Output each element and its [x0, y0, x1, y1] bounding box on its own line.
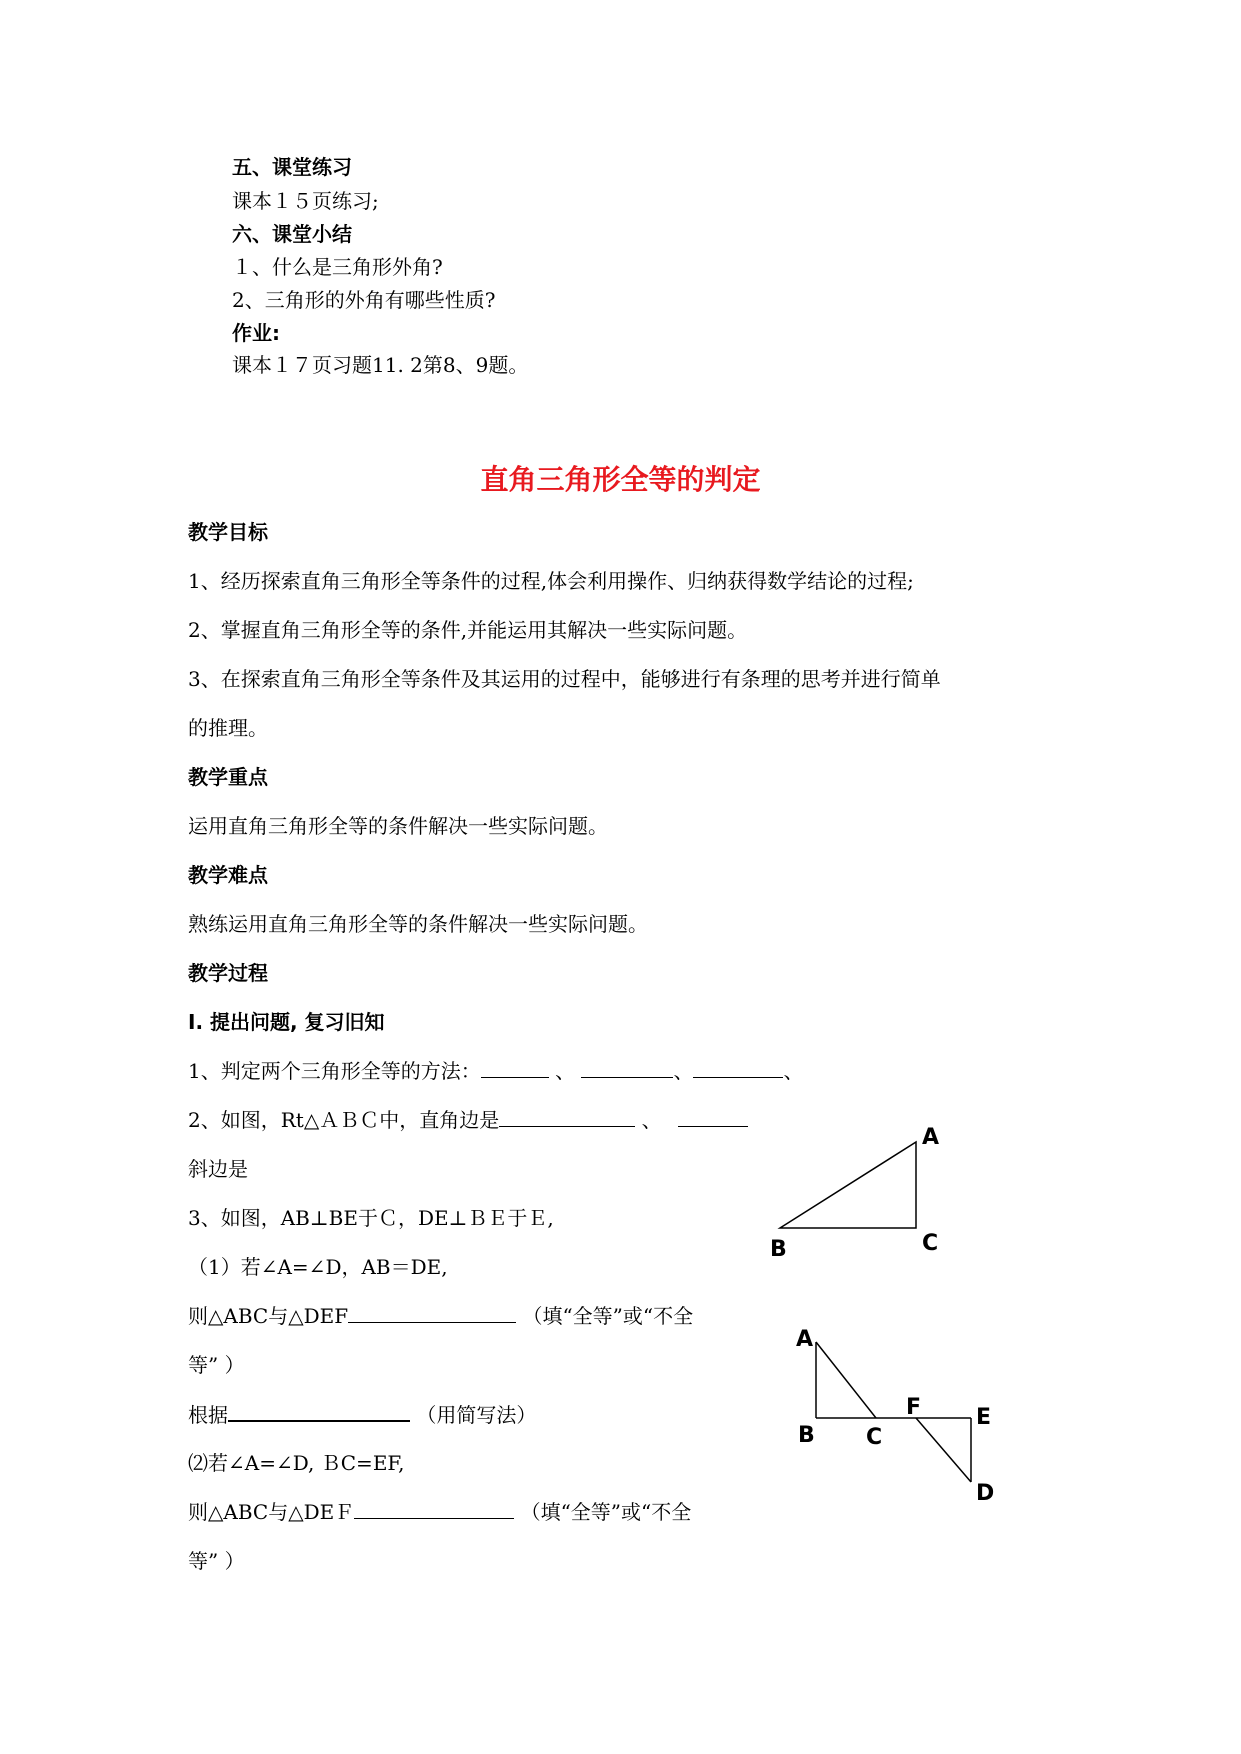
then-text: 则△ABC与△DEF — [188, 1304, 349, 1328]
question-3-part-1: （1）若∠A=∠D，AB＝DE, — [188, 1255, 448, 1279]
segment-ac — [816, 1342, 876, 1418]
triangle-figure-1 — [760, 1120, 960, 1260]
summary-item-2: 2、三角形的外角有哪些性质? — [232, 288, 496, 312]
fill-instruction-end: 等” ） — [188, 1549, 245, 1573]
process-heading: 教学过程 — [188, 961, 268, 985]
difficulty-text: 熟练运用直角三角形全等的条件解决一些实际问题。 — [188, 912, 648, 936]
goal-item-2: 2、掌握直角三角形全等的条件,并能运用其解决一些实际问题。 — [188, 618, 748, 642]
process-sub-1: Ⅰ. 提出问题, 复习旧知 — [188, 1010, 385, 1034]
question-1 — [188, 1059, 803, 1083]
basis-label: 根据 — [188, 1403, 228, 1427]
vertex-label-a: A — [796, 1327, 814, 1352]
fill-instruction: （填“全等”或“不全 — [520, 1500, 692, 1524]
separator: 、 — [555, 1059, 576, 1083]
answer-blank[interactable] — [228, 1402, 410, 1422]
page-title: 直角三角形全等的判定 — [480, 463, 761, 496]
separator: 、 — [673, 1059, 694, 1083]
heading-practice: 五、课堂练习 — [232, 155, 352, 179]
vertex-label-d: D — [976, 1481, 995, 1506]
key-point-text: 运用直角三角形全等的条件解决一些实际问题。 — [188, 814, 608, 838]
vertex-label-c: C — [922, 1231, 939, 1256]
question-2-hypotenuse: 斜边是 — [188, 1157, 248, 1181]
vertex-label-f: F — [906, 1395, 922, 1420]
answer-blank[interactable] — [693, 1059, 783, 1078]
summary-item-1: １、什么是三角形外角? — [232, 255, 443, 279]
homework-text: 课本１７页习题11. 2第8、9题。 — [232, 353, 529, 377]
goal-item-3-line-2: 的推理。 — [188, 716, 268, 740]
separator: 、 — [783, 1059, 804, 1083]
question-3-part-2-then — [188, 1500, 691, 1524]
triangle-figure-2 — [786, 1320, 1006, 1520]
fill-instruction-end: 等” ） — [188, 1353, 245, 1377]
goal-item-3-line-1: 3、在探索直角三角形全等条件及其运用的过程中，能够进行有条理的思考并进行简单 — [188, 667, 941, 691]
heading-summary: 六、课堂小结 — [232, 222, 352, 246]
vertex-label-a: A — [922, 1125, 940, 1150]
answer-blank[interactable] — [481, 1059, 549, 1078]
question-2 — [188, 1108, 748, 1132]
answer-blank[interactable] — [348, 1304, 516, 1323]
basis-note: （用简写法） — [416, 1403, 537, 1427]
question-3: 3、如图，AB⊥BE于Ｃ，DE⊥ＢＥ于Ｅ, — [188, 1206, 554, 1230]
question-3-part-1-then — [188, 1304, 693, 1328]
vertex-label-e: E — [976, 1405, 992, 1430]
separator: 、 — [641, 1108, 662, 1132]
answer-blank[interactable] — [499, 1108, 635, 1127]
question-1-text: 1、判定两个三角形全等的方法： — [188, 1059, 481, 1083]
segment-fd — [916, 1418, 971, 1482]
question-3-part-1-basis — [188, 1402, 536, 1427]
vertex-label-c: C — [866, 1425, 883, 1450]
fill-instruction: （填“全等”或“不全 — [522, 1304, 694, 1328]
question-3-part-2: ⑵若∠A=∠D, ＢC=EF, — [188, 1451, 405, 1475]
answer-blank[interactable] — [581, 1059, 673, 1078]
homework-label: 作业: — [232, 321, 280, 345]
question-2-text: 2、如图，Rt△ＡＢＣ中，直角边是 — [188, 1108, 500, 1132]
goal-item-1: 1、经历探索直角三角形全等条件的过程,体会利用操作、归纳获得数学结论的过程; — [188, 569, 914, 593]
answer-blank[interactable] — [354, 1500, 514, 1519]
goals-heading: 教学目标 — [188, 520, 268, 544]
then-text: 则△ABC与△DEＦ — [188, 1500, 355, 1524]
vertex-label-b: B — [770, 1237, 787, 1260]
difficulty-heading: 教学难点 — [188, 863, 268, 887]
practice-text: 课本１５页练习; — [232, 189, 379, 213]
key-point-heading: 教学重点 — [188, 765, 268, 789]
vertex-label-b: B — [798, 1423, 815, 1448]
triangle-abc — [780, 1142, 916, 1228]
answer-blank[interactable] — [678, 1108, 748, 1127]
